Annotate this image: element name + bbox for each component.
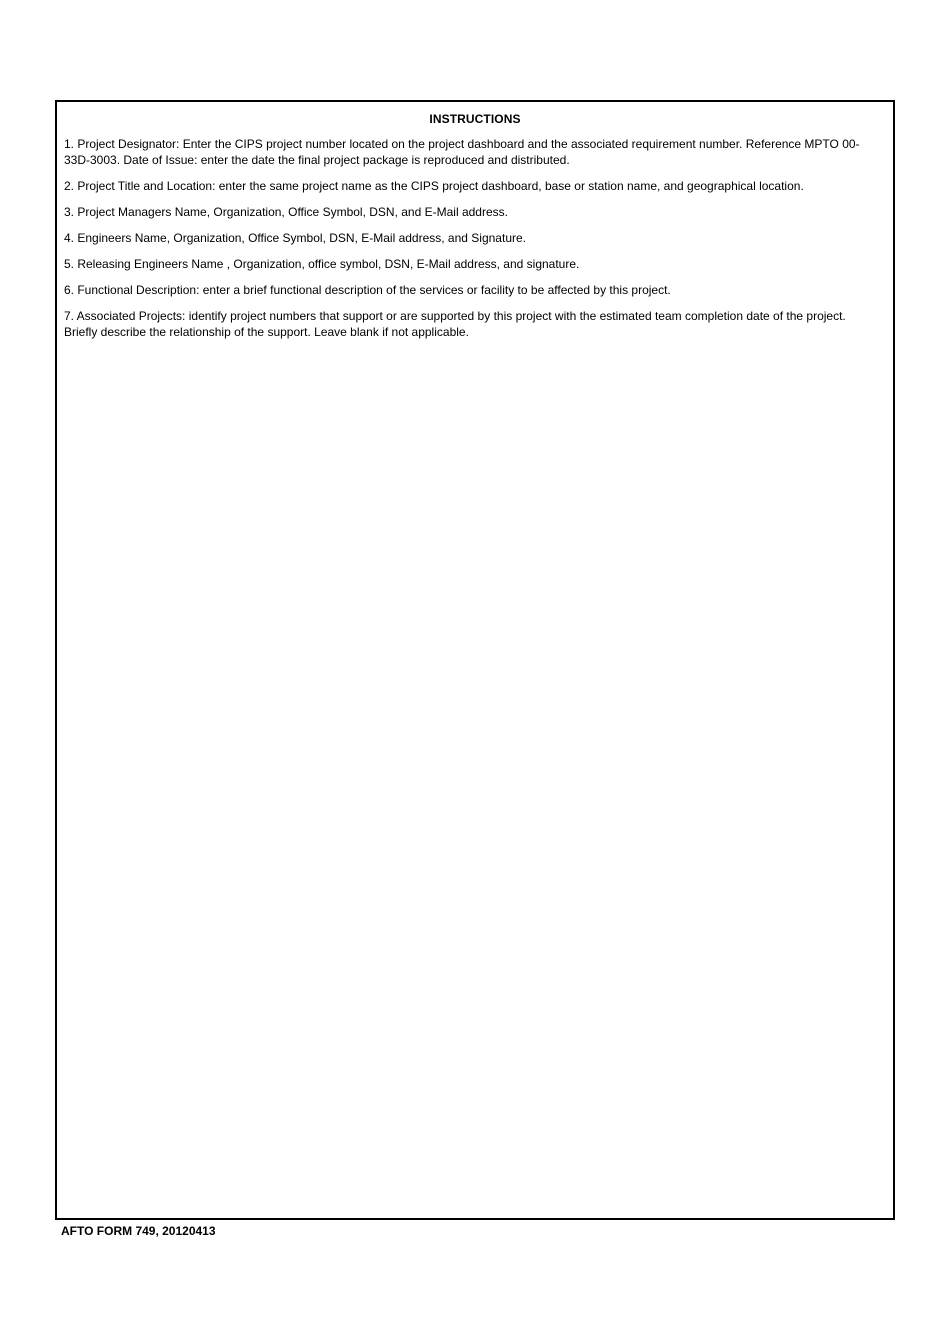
instructions-heading: INSTRUCTIONS — [429, 112, 521, 126]
instruction-item-4: 4. Engineers Name, Organization, Office Symbol, DSN, E-Mail address, and Signature. — [64, 231, 526, 245]
instruction-item-3: 3. Project Managers Name, Organization, Office Symbol, DSN, and E-Mail address. — [64, 205, 508, 219]
instructions-list — [57, 136, 893, 340]
instruction-item-6: 6. Functional Description: enter a brief functional description of the services or facility to be affected by this project. — [64, 283, 671, 297]
instruction-item-5: 5. Releasing Engineers Name , Organization, office symbol, DSN, E-Mail address, and signature. — [64, 257, 580, 271]
instruction-item-2: 2. Project Title and Location: enter the same project name as the CIPS project dashboard, base or station name, and geographical location. — [64, 179, 804, 193]
instruction-item-1: 1. Project Designator: Enter the CIPS project number located on the project dashboard and the associated requirement number. Reference MPTO 00-33D-3003. Date of Issue: enter the date the final project package is reproduced and distributed. — [64, 137, 860, 167]
instruction-item-7: 7. Associated Projects: identify project numbers that support or are supported by this project with the estimated team completion date of the project. Briefly describe the relationship of the support. Leave blank if not applicable. — [64, 309, 846, 339]
form-identifier: AFTO FORM 749, 20120413 — [61, 1224, 216, 1238]
instructions-box — [55, 100, 895, 1220]
